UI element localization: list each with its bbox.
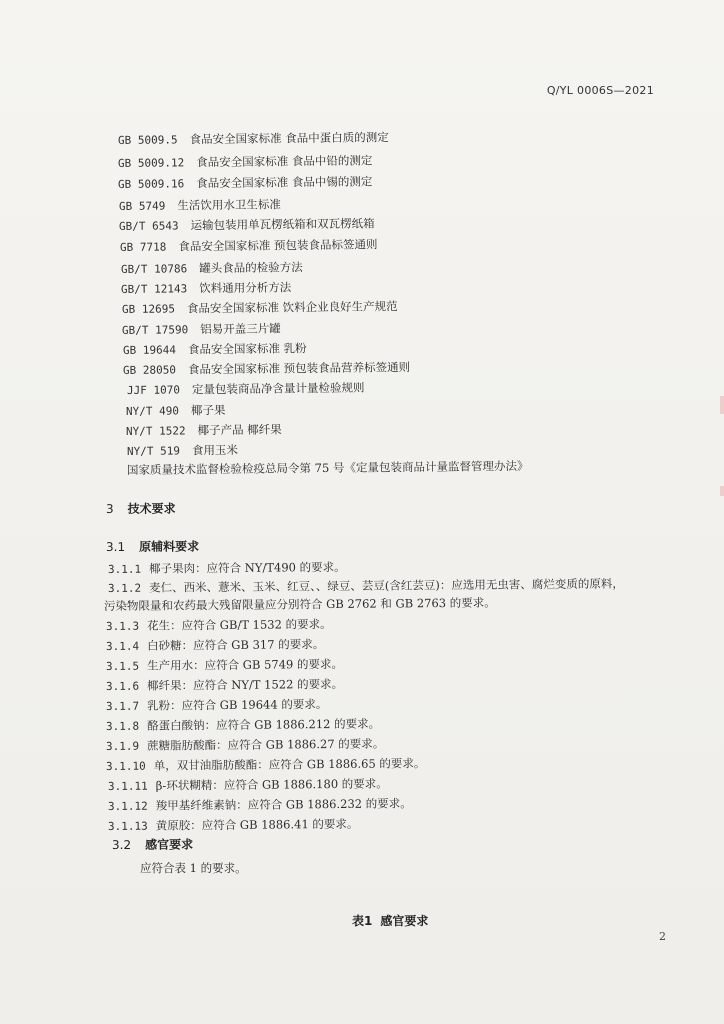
section-number: 3.2 xyxy=(111,837,132,852)
reference-code: NY/T 1522 xyxy=(125,424,186,438)
reference-title: 食品安全国家标准 预包装食品营养标签通则 xyxy=(187,359,411,377)
section-title: 感官要求 xyxy=(145,837,194,852)
reference-title: 运输包装用单瓦楞纸箱和双瓦楞纸箱 xyxy=(190,216,375,233)
reference-item xyxy=(118,152,373,171)
reference-title: 食品安全国家标准 食品中铅的测定 xyxy=(196,153,373,170)
reference-title: 食品安全国家标准 饮料企业良好生产规范 xyxy=(186,299,398,316)
reference-code: GB 5009.5 xyxy=(117,133,178,147)
requirement-number: 3.1.2 xyxy=(107,581,142,595)
reference-code: GB 28050 xyxy=(122,363,177,377)
reference-item xyxy=(119,196,281,214)
reference-item xyxy=(123,359,410,378)
requirement-item-continuation xyxy=(104,595,496,614)
requirement-number: 3.1.3 xyxy=(105,619,140,633)
requirement-text: β-环状糊精：应符合 GB 1886.180 的要求。 xyxy=(155,776,388,793)
requirement-text: 椰子果肉：应符合 NY/T490 的要求。 xyxy=(149,559,346,576)
table-number: 表1 xyxy=(352,914,373,928)
requirement-text: 酪蛋白酸钠：应符合 GB 1886.212 的要求。 xyxy=(147,716,381,733)
reference-code: NY/T 490 xyxy=(125,404,180,418)
reference-code: GB 19644 xyxy=(122,343,177,357)
reference-item xyxy=(118,173,373,192)
section-heading-3-1 xyxy=(106,538,199,555)
reference-item xyxy=(126,421,282,439)
requirement-text: 麦仁、西米、薏米、玉米、红豆、、绿豆、芸豆(含红芸豆)：应选用无虫害、腐烂变质的原料， xyxy=(149,576,624,595)
reference-title: 饮料通用分析方法 xyxy=(199,280,292,296)
section-heading-3-2 xyxy=(112,836,193,853)
requirement-text: 花生：应符合 GB/T 1532 的要求。 xyxy=(147,617,332,633)
reference-title: 椰子果 xyxy=(190,402,226,418)
reference-item xyxy=(121,279,291,297)
reference-code: GB/T 12143 xyxy=(120,282,188,296)
reference-item xyxy=(127,442,238,459)
requirement-number: 3.1.1 xyxy=(107,562,142,576)
requirement-number: 3.1.11 xyxy=(107,779,148,793)
reference-code: GB/T 6543 xyxy=(118,219,179,233)
section-heading-3 xyxy=(106,500,176,517)
requirement-text: 白砂糖：应符合 GB 317 的要求。 xyxy=(147,637,325,653)
requirement-item xyxy=(106,676,343,694)
reference-code: JJF 1070 xyxy=(126,383,181,397)
reference-code: NY/T 519 xyxy=(126,444,181,458)
requirement-number: 3.1.13 xyxy=(107,819,148,833)
reference-title: 椰子产品 椰纤果 xyxy=(197,422,282,438)
reference-title: 生活饮用水卫生标准 xyxy=(177,197,281,213)
reference-title: 罐头食品的检验方法 xyxy=(199,260,303,276)
requirement-item xyxy=(106,636,324,654)
reference-item xyxy=(123,340,307,358)
reference-code: GB 5009.16 xyxy=(117,177,185,191)
requirement-item xyxy=(108,816,359,834)
table-caption xyxy=(352,912,428,929)
requirement-item xyxy=(106,736,384,754)
section-number: 3 xyxy=(105,501,114,516)
section-number: 3.1 xyxy=(105,539,126,554)
section-title: 技术要求 xyxy=(127,501,176,516)
reference-item xyxy=(126,402,226,419)
requirement-text: 单，双甘油脂肪酸酯：应符合 GB 1886.65 的要求。 xyxy=(153,756,426,773)
requirement-item xyxy=(106,656,343,674)
reference-item xyxy=(119,215,375,234)
requirement-item xyxy=(106,696,327,714)
scan-edge-mark xyxy=(720,396,724,414)
reference-code: GB 12695 xyxy=(121,302,176,316)
requirement-number: 3.1.8 xyxy=(105,719,140,733)
reference-code: GB/T 17590 xyxy=(121,323,189,337)
reference-item xyxy=(121,259,303,277)
reference-code: GB/T 10786 xyxy=(120,262,188,276)
requirement-number: 3.1.9 xyxy=(105,739,140,753)
requirement-text: 蔗糖脂肪酸酯：应符合 GB 1886.27 的要求。 xyxy=(147,736,385,753)
requirement-text: 羧甲基纤维素钠：应符合 GB 1886.232 的要求。 xyxy=(155,796,412,813)
reference-item xyxy=(120,236,378,255)
requirement-item xyxy=(106,616,332,634)
page-number: 2 xyxy=(659,930,666,943)
requirement-text: 污染物限量和农药最大残留限量应分别符合 GB 2762 和 GB 2763 的要求。 xyxy=(103,595,496,613)
requirement-item xyxy=(108,575,624,596)
reference-item xyxy=(118,129,389,148)
requirement-number: 3.1.4 xyxy=(105,639,140,653)
reference-title: 食品安全国家标准 食品中锡的测定 xyxy=(196,174,373,191)
requirement-number: 3.1.12 xyxy=(107,799,148,813)
reference-code: GB 7718 xyxy=(119,240,167,254)
section-title: 原辅料要求 xyxy=(139,539,200,554)
requirement-item xyxy=(106,755,426,774)
reference-code: GB 5749 xyxy=(118,199,166,213)
reference-title: 食用玉米 xyxy=(191,442,239,458)
requirement-item xyxy=(108,795,412,814)
reference-item xyxy=(122,298,398,317)
decree-reference: 国家质量技术监督检验检疫总局令第 75 号《定量包装商品计量监督管理办法》 xyxy=(126,458,529,477)
requirement-text: 乳粉：应符合 GB 19644 的要求。 xyxy=(147,697,328,713)
section-3-2-paragraph: 应符合表 1 的要求。 xyxy=(140,861,247,875)
table-title: 感官要求 xyxy=(380,914,429,928)
reference-item xyxy=(122,320,281,338)
requirement-number: 3.1.6 xyxy=(105,679,140,693)
requirement-item xyxy=(108,559,346,577)
requirement-number: 3.1.5 xyxy=(105,659,140,673)
requirement-text: 黄原胶：应符合 GB 1886.41 的要求。 xyxy=(155,816,359,833)
scan-edge-mark xyxy=(720,486,724,496)
reference-item xyxy=(127,380,365,398)
document-code: Q/YL 0006S—2021 xyxy=(546,84,654,97)
reference-title: 食品安全国家标准 乳粉 xyxy=(187,341,307,357)
reference-title: 食品安全国家标准 食品中蛋白质的测定 xyxy=(189,130,389,147)
requirement-item xyxy=(108,776,388,794)
requirement-text: 椰纤果：应符合 NY/T 1522 的要求。 xyxy=(147,676,344,693)
reference-title: 铝易开盖三片罐 xyxy=(200,321,281,337)
requirement-text: 生产用水：应符合 GB 5749 的要求。 xyxy=(147,656,344,673)
requirement-number: 3.1.7 xyxy=(105,699,140,713)
requirement-number: 3.1.10 xyxy=(105,759,146,773)
reference-title: 定量包装商品净含量计量检验规则 xyxy=(191,380,365,397)
reference-code: GB 5009.12 xyxy=(117,156,185,170)
reference-title: 食品安全国家标准 预包装食品标签通则 xyxy=(178,237,378,254)
requirement-item xyxy=(106,716,380,734)
